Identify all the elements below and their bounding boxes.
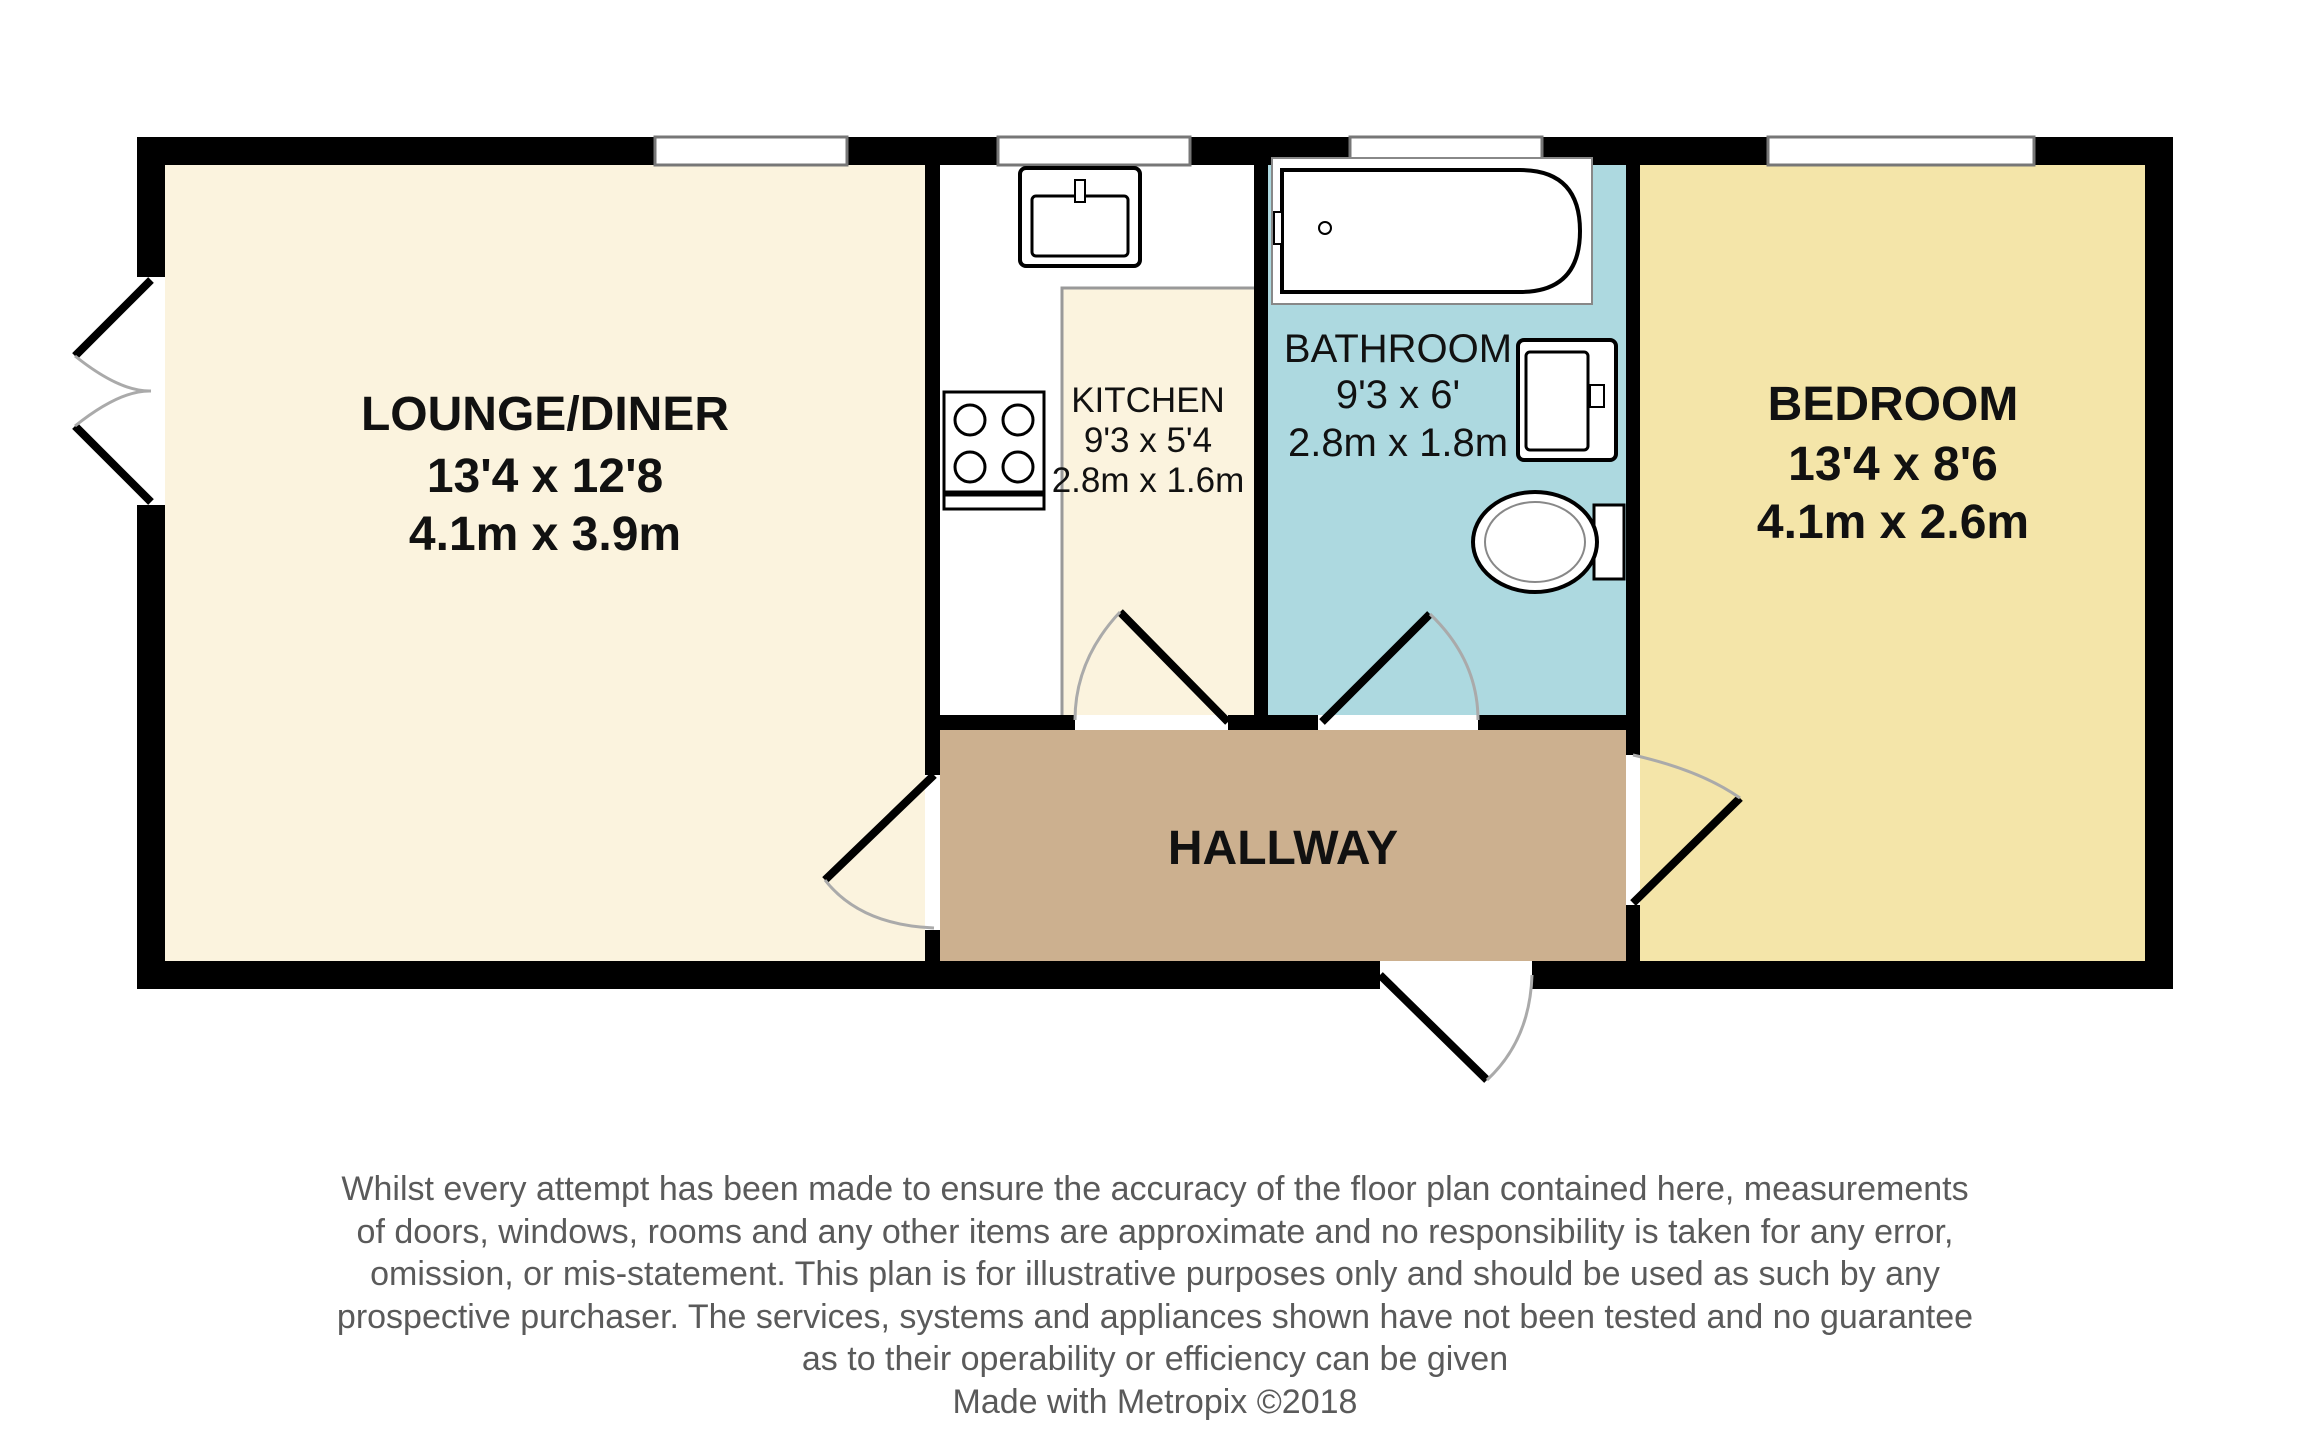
bath-icon	[1272, 158, 1592, 304]
disclaimer-line: Whilst every attempt has been made to ensure the accuracy of the floor plan contained here, measurements	[341, 1170, 1969, 1208]
bathroom-imperial: 9'3 x 6'	[1335, 373, 1461, 417]
disclaimer	[330, 1168, 1980, 1423]
bedroom-name: BEDROOM	[1767, 378, 2019, 431]
metropix-credit: Made with Metropix ©2018	[952, 1382, 1358, 1421]
sink-icon	[1020, 168, 1140, 266]
bedroom-imperial: 13'4 x 8'6	[1788, 438, 1998, 491]
toilet-icon	[1473, 492, 1624, 592]
bedroom-label	[1757, 378, 2029, 549]
disclaimer-line: of doors, windows, rooms and any other items are approximate and no responsibility is taken for any error,	[356, 1212, 1954, 1251]
disclaimer-line: as to their operability or efficiency can be given	[801, 1340, 1509, 1378]
bedroom-metric: 4.1m x 2.6m	[1756, 496, 2030, 549]
bedroom-room	[1640, 165, 2145, 961]
kitchen-name: KITCHEN	[1071, 381, 1225, 420]
bathroom-name: BATHROOM	[1283, 327, 1513, 371]
hallway-name: HALLWAY	[1167, 822, 1399, 875]
lounge-diner-room	[165, 165, 925, 961]
kitchen-metric: 2.8m x 1.6m	[1051, 461, 1245, 500]
lounge-diner-name: LOUNGE/DINER	[360, 388, 730, 441]
lounge-diner-metric: 4.1m x 3.9m	[408, 508, 682, 561]
hob-icon	[944, 392, 1044, 509]
bathroom-metric: 2.8m x 1.8m	[1287, 421, 1509, 465]
disclaimer-line: omission, or mis-statement. This plan is for illustrative purposes only and should be used as such by any	[370, 1255, 1940, 1293]
kitchen-imperial: 9'3 x 5'4	[1083, 421, 1213, 460]
lounge-diner-imperial: 13'4 x 12'8	[426, 450, 664, 503]
basin-icon	[1518, 340, 1616, 460]
disclaimer-line: prospective purchaser. The services, systems and appliances shown have not been tested and no guarantee	[336, 1297, 1974, 1336]
